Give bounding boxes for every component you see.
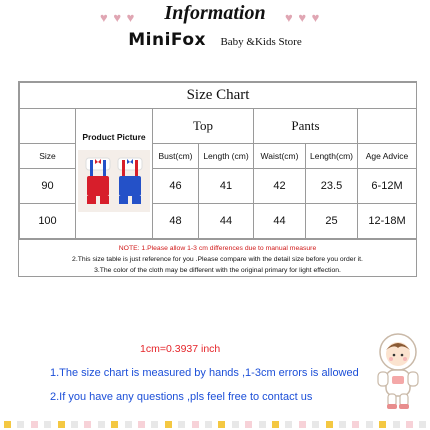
border-dot bbox=[312, 421, 319, 428]
astronaut-illustration bbox=[372, 332, 424, 412]
border-dot bbox=[178, 421, 185, 428]
note-line-3: 3.The color of the cloth may be different with the original primary for light effection. bbox=[94, 267, 341, 274]
border-dot bbox=[379, 421, 386, 428]
note-line-1 bbox=[23, 243, 412, 254]
unit-conversion: 1cm=0.3937 inch bbox=[140, 343, 221, 355]
cell-age-advice: 12-18M bbox=[358, 204, 417, 239]
size-chart-title: Size Chart bbox=[20, 83, 417, 109]
border-dot bbox=[71, 421, 78, 428]
header-waist: Waist(cm) bbox=[254, 144, 306, 169]
empty-cell bbox=[358, 109, 417, 144]
header-bust: Bust(cm) bbox=[153, 144, 199, 169]
border-dot bbox=[366, 421, 373, 428]
note-line-2: 2.This size table is just reference for you .Please compare with the detail size before you order it. bbox=[72, 256, 363, 263]
product-picture-cell bbox=[76, 109, 153, 239]
border-dot bbox=[299, 421, 306, 428]
border-dot bbox=[31, 421, 38, 428]
header-top-length: Length (cm) bbox=[199, 144, 254, 169]
info-line-2: 2.If you have any questions ,pls feel free to contact us bbox=[50, 391, 313, 403]
cell-size: 90 bbox=[20, 169, 76, 204]
border-dot bbox=[84, 421, 91, 428]
cell-bust: 48 bbox=[153, 204, 199, 239]
product-picture-label: Product Picture bbox=[82, 131, 146, 142]
border-dot bbox=[125, 421, 132, 428]
group-pants: Pants bbox=[254, 109, 358, 144]
border-dot bbox=[111, 421, 118, 428]
note-line-1-text: NOTE: 1.Please allow 1-3 cm differences due to manual measure bbox=[118, 245, 317, 252]
tagline: Baby &Kids Store bbox=[220, 36, 302, 48]
size-chart bbox=[18, 81, 417, 277]
border-dot bbox=[151, 421, 158, 428]
border-dot bbox=[58, 421, 65, 428]
cell-bust: 46 bbox=[153, 169, 199, 204]
header bbox=[0, 0, 430, 62]
border-dot bbox=[259, 421, 266, 428]
decoration-right-icon: ♥ ♥ ♥ bbox=[285, 10, 321, 25]
header-size: Size bbox=[20, 144, 76, 169]
border-dot bbox=[272, 421, 279, 428]
group-top: Top bbox=[153, 109, 254, 144]
header-pants-length: Length(cm) bbox=[306, 144, 358, 169]
size-table bbox=[19, 82, 417, 239]
cell-top-length: 44 bbox=[199, 204, 254, 239]
decoration-left-icon: ♥ ♥ ♥ bbox=[100, 10, 136, 25]
size-note bbox=[19, 239, 416, 278]
border-dot bbox=[232, 421, 239, 428]
border-dot bbox=[17, 421, 24, 428]
border-dot bbox=[245, 421, 252, 428]
page-title: Information bbox=[164, 2, 266, 24]
border-dot bbox=[4, 421, 11, 428]
border-dot bbox=[352, 421, 359, 428]
border-dot bbox=[285, 421, 292, 428]
cell-age-advice: 6-12M bbox=[358, 169, 417, 204]
border-dot bbox=[419, 421, 426, 428]
brand-logo: MiniFox bbox=[128, 30, 206, 50]
info-line-1: 1.The size chart is measured by hands ,1-3cm errors is allowed bbox=[50, 367, 359, 379]
empty-cell bbox=[20, 109, 76, 144]
cell-size: 100 bbox=[20, 204, 76, 239]
border-dot bbox=[406, 421, 413, 428]
cell-waist: 44 bbox=[254, 204, 306, 239]
border-dot bbox=[326, 421, 333, 428]
border-dot bbox=[165, 421, 172, 428]
cell-top-length: 41 bbox=[199, 169, 254, 204]
decorative-dot-border bbox=[0, 421, 430, 430]
border-dot bbox=[218, 421, 225, 428]
border-dot bbox=[98, 421, 105, 428]
cell-waist: 42 bbox=[254, 169, 306, 204]
title-wrap bbox=[0, 2, 430, 26]
header-age-advice: Age Advice bbox=[358, 144, 417, 169]
cell-pants-length: 25 bbox=[306, 204, 358, 239]
border-dot bbox=[138, 421, 145, 428]
border-dot bbox=[393, 421, 400, 428]
product-image bbox=[78, 150, 150, 212]
cell-pants-length: 23.5 bbox=[306, 169, 358, 204]
border-dot bbox=[339, 421, 346, 428]
border-dot bbox=[192, 421, 199, 428]
brand-row bbox=[0, 30, 430, 50]
border-dot bbox=[44, 421, 51, 428]
border-dot bbox=[205, 421, 212, 428]
